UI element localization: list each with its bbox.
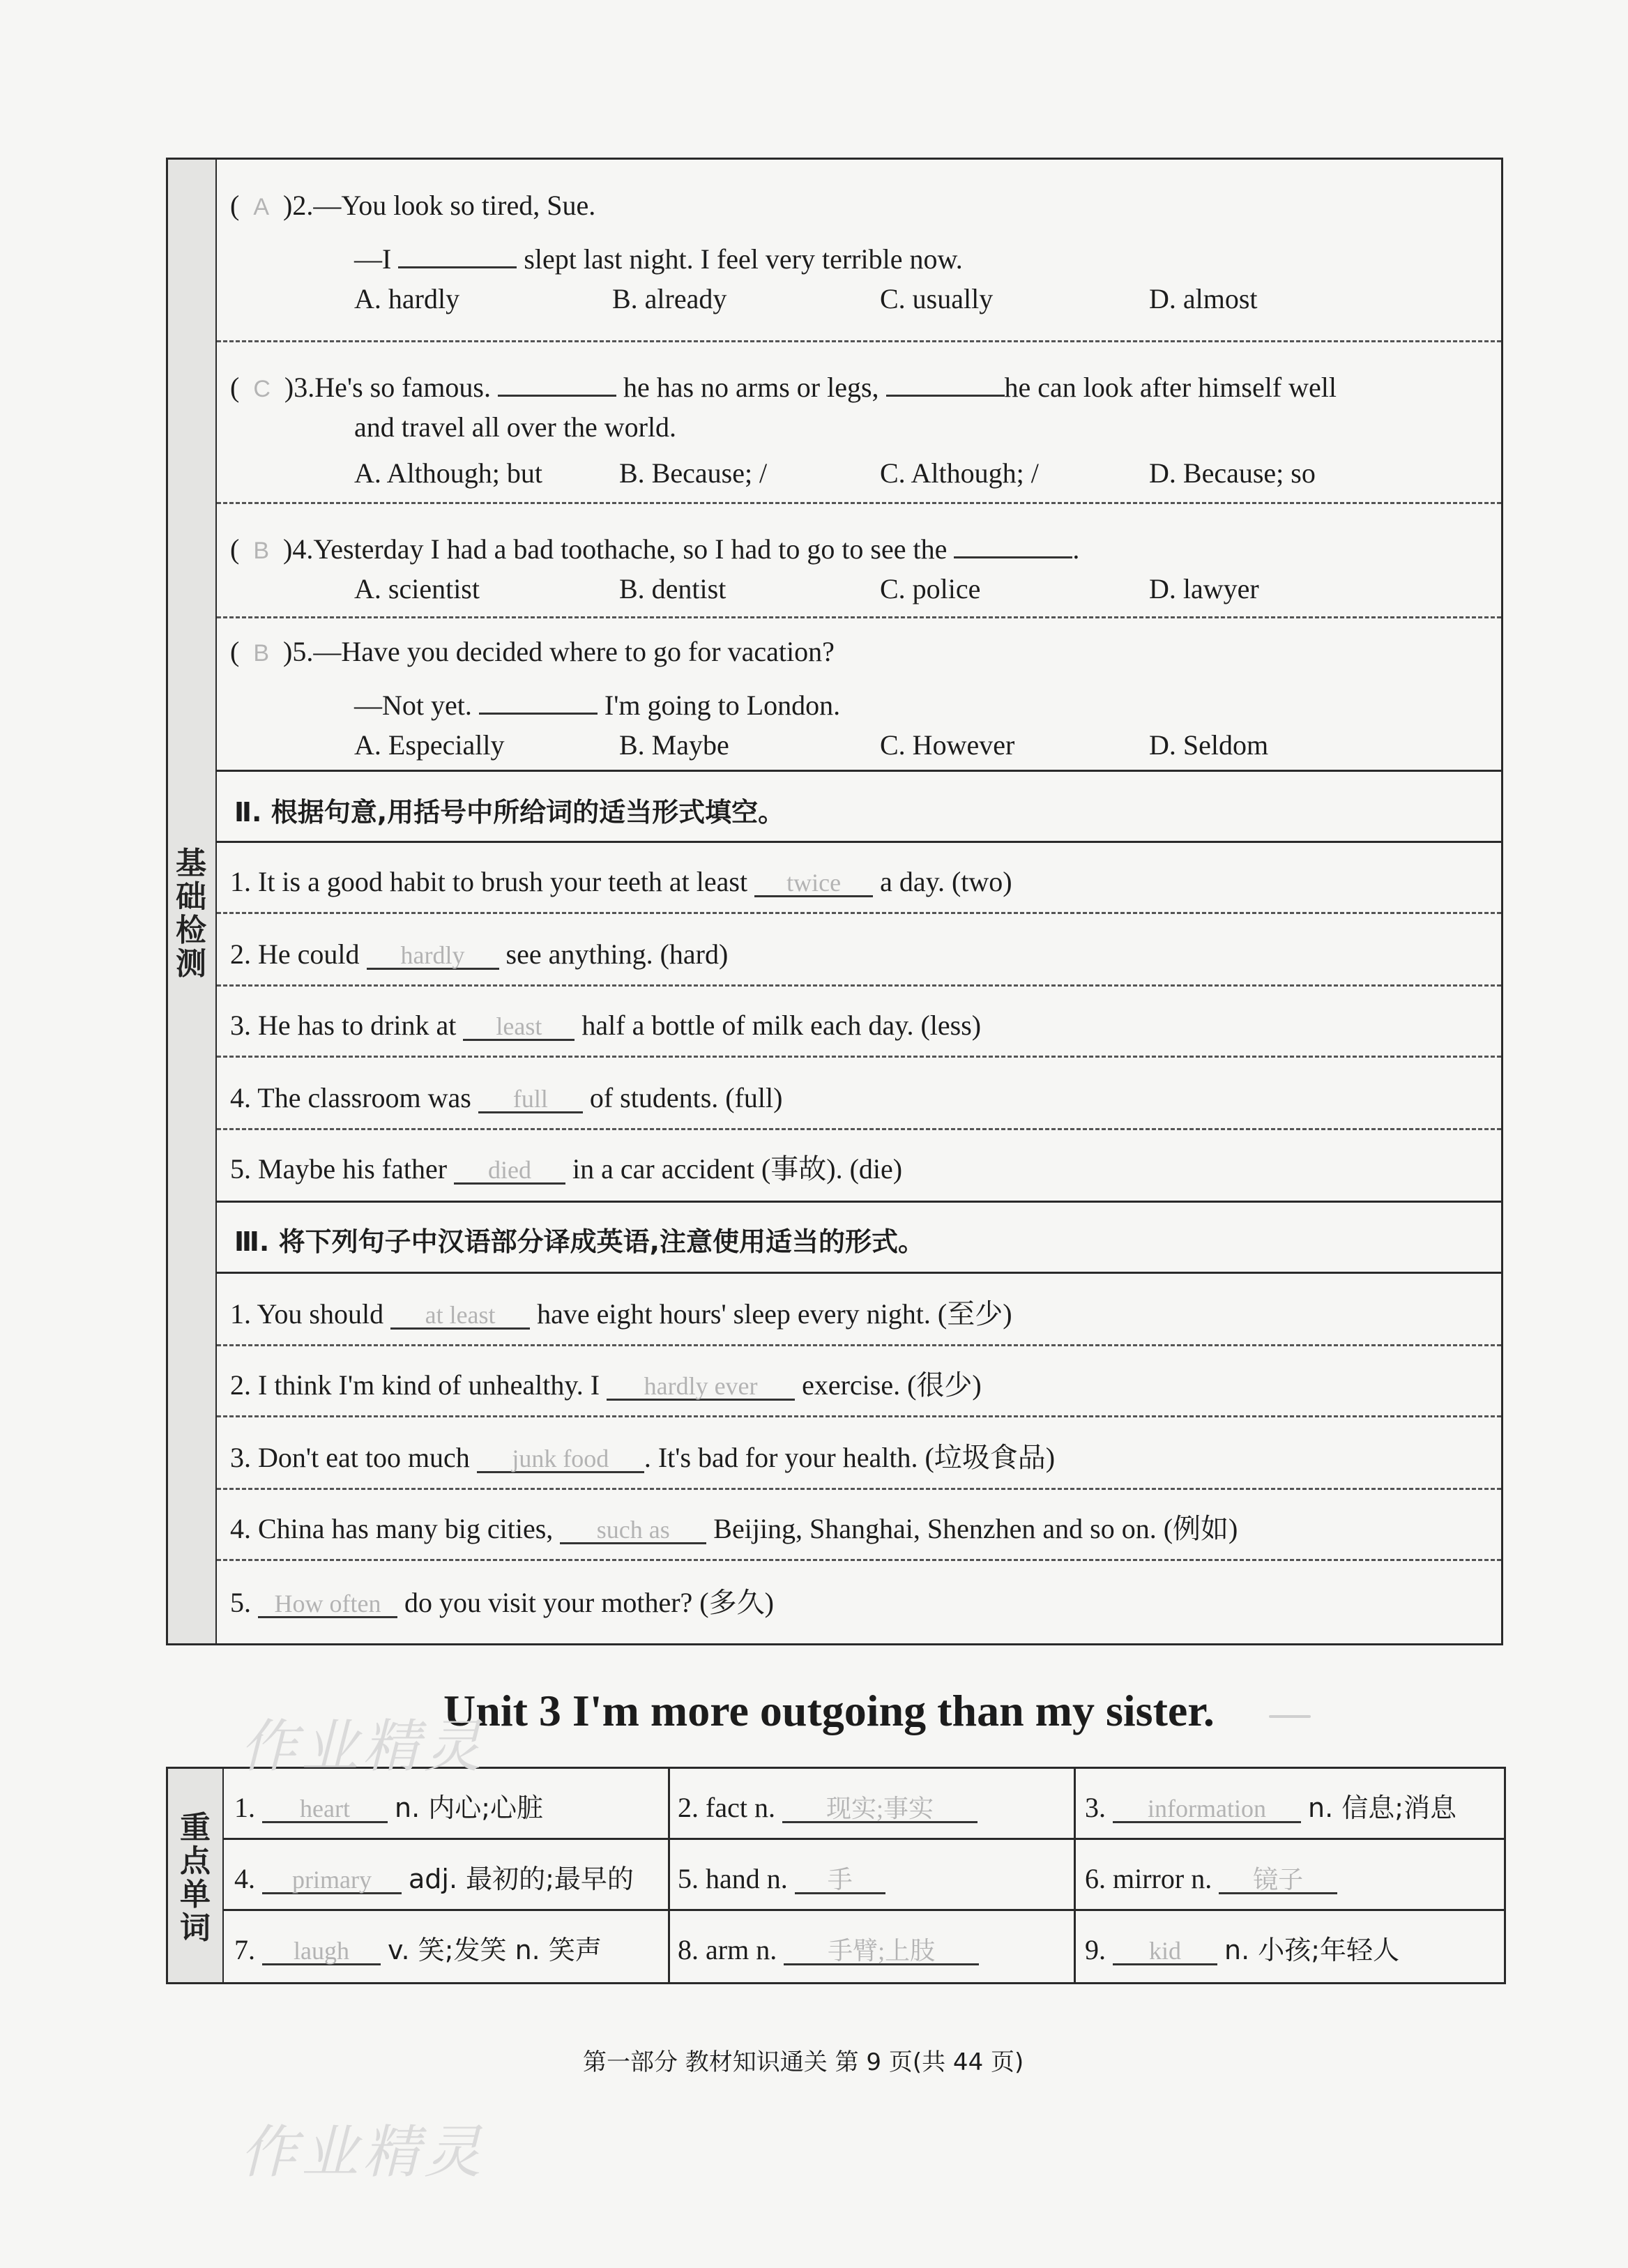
text: 3. He has to drink at: [230, 1010, 457, 1041]
text: adj. 最初的;最早的: [409, 1864, 634, 1894]
text: arm n.: [706, 1934, 777, 1965]
side-char: 重: [180, 1810, 211, 1845]
vocab-item: [234, 1931, 602, 1968]
divider: [217, 1056, 1501, 1058]
fill-answer: kid: [1148, 1937, 1181, 1965]
divider: [217, 912, 1501, 914]
side-char: 词: [180, 1910, 211, 1946]
text: have eight hours' sleep every night. (至少): [537, 1298, 1012, 1330]
fill-blank[interactable]: [784, 1931, 979, 1965]
mc-answer: C: [253, 376, 271, 402]
option[interactable]: B. dentist: [619, 573, 726, 604]
option[interactable]: D. Seldom: [1149, 729, 1269, 761]
fill-blank[interactable]: [1113, 1789, 1301, 1823]
fill-answer: laugh: [294, 1937, 349, 1965]
divider: [217, 502, 1501, 504]
text: 9.: [1085, 1934, 1106, 1965]
text: He's so famous.: [314, 372, 491, 403]
text: n. 信息;消息: [1308, 1793, 1457, 1823]
text: slept last night. I feel very terrible now.: [524, 243, 963, 275]
mc-answer: B: [253, 538, 270, 564]
text: 6.: [1085, 1863, 1106, 1894]
text: half a bottle of milk each day. (less): [581, 1010, 982, 1041]
fill-blank[interactable]: [258, 1584, 397, 1618]
fill-item: [230, 1150, 902, 1187]
side-char: 础: [176, 879, 206, 915]
fill-answer: hardly: [400, 941, 465, 969]
mc-question-5-line2: [354, 680, 840, 723]
divider: [217, 616, 1501, 618]
side-char: 检: [176, 913, 206, 948]
page-footer: 第一部分 教材知识通关 第 9 页(共 44 页): [583, 2048, 1024, 2076]
option[interactable]: A. hardly: [354, 283, 460, 314]
divider: [217, 1344, 1501, 1346]
text: 5.: [230, 1587, 251, 1618]
text: a day. (two): [880, 866, 1012, 897]
text: Yesterday I had a bad toothache, so I had to go to see the: [313, 533, 948, 565]
mc-number: )4.: [283, 533, 314, 565]
vocab-item: [1085, 1931, 1399, 1968]
text: fact n.: [706, 1792, 775, 1823]
mc-line-1: —You look so tired, Sue.: [313, 190, 596, 221]
vocab-item: [234, 1860, 634, 1896]
option[interactable]: B. already: [612, 283, 727, 314]
option[interactable]: C. police: [880, 573, 981, 604]
answer-blank[interactable]: [498, 363, 616, 397]
text: he has no arms or legs,: [623, 372, 879, 403]
divider: [217, 1559, 1501, 1561]
option[interactable]: D. lawyer: [1149, 573, 1259, 604]
fill-blank[interactable]: [367, 936, 499, 970]
side-char: 单: [180, 1877, 211, 1912]
fill-answer: hardly ever: [644, 1372, 758, 1400]
fill-blank[interactable]: [754, 863, 873, 897]
side-char: 基: [176, 846, 206, 881]
text: 8.: [678, 1934, 699, 1965]
answer-blank[interactable]: [886, 363, 1005, 397]
section3-title: Ⅲ. 将下列句子中汉语部分译成英语,注意使用适当的形式。: [234, 1226, 925, 1257]
mc-answer: B: [253, 640, 270, 667]
vocab-row-divider: [224, 1909, 1504, 1911]
option[interactable]: B. Maybe: [619, 729, 729, 761]
text: in a car accident (事故). (die): [572, 1153, 903, 1185]
section-divider: [217, 1272, 1501, 1274]
fill-answer: information: [1148, 1795, 1266, 1822]
answer-blank[interactable]: [954, 524, 1072, 558]
text: 4. The classroom was: [230, 1082, 471, 1113]
section-divider: [217, 770, 1501, 772]
fill-answer: at least: [425, 1301, 496, 1329]
fill-answer: 手臂;上肢: [828, 1937, 936, 1965]
fill-answer: 手: [827, 1866, 853, 1894]
section-divider: [217, 1201, 1501, 1203]
unit-title: Unit 3 I'm more outgoing than my sister.: [443, 1686, 1215, 1735]
text: 5.: [678, 1863, 699, 1894]
option[interactable]: A. Especially: [354, 729, 505, 761]
translate-item: [230, 1439, 1055, 1475]
vocab-item: [678, 1860, 885, 1896]
fill-answer: 现实;事实: [826, 1795, 934, 1822]
text: 3.: [1085, 1792, 1106, 1823]
fill-blank[interactable]: [607, 1367, 795, 1401]
translate-item: [230, 1584, 774, 1620]
fill-item: [230, 1079, 782, 1116]
fill-blank[interactable]: [390, 1295, 530, 1330]
fill-answer: died: [488, 1156, 531, 1184]
fill-answer: primary: [292, 1866, 372, 1894]
text: 4. China has many big cities,: [230, 1513, 554, 1544]
divider: [217, 1488, 1501, 1490]
translate-item: [230, 1367, 982, 1403]
fill-blank[interactable]: [1219, 1860, 1337, 1894]
text: 1.: [234, 1792, 255, 1823]
text: . It's bad for your health. (垃圾食品): [644, 1442, 1056, 1473]
text: 5. Maybe his father: [230, 1153, 448, 1185]
text: 1. You should: [230, 1298, 384, 1330]
mc-question-3: ( C )3.He's so famous. he has no arms or legs, he can look after himself well: [230, 363, 1337, 406]
option[interactable]: D. Because; so: [1149, 457, 1316, 489]
fill-answer: junk food: [512, 1445, 609, 1472]
text: 7.: [234, 1934, 255, 1965]
divider: [217, 1128, 1501, 1130]
fill-answer: How often: [274, 1590, 381, 1618]
option[interactable]: C. However: [880, 729, 1015, 761]
option[interactable]: D. almost: [1149, 283, 1258, 314]
fill-blank[interactable]: [262, 1789, 388, 1823]
mc-number: )5.: [283, 636, 314, 667]
fill-blank[interactable]: [560, 1510, 706, 1544]
mc-question-3-line2: and travel all over the world.: [354, 411, 677, 443]
fill-blank[interactable]: [477, 1439, 644, 1473]
fill-blank[interactable]: [478, 1079, 583, 1113]
mc-question-2-line2: [354, 234, 963, 277]
text: of students. (full): [589, 1082, 783, 1113]
vocab-side-label: [178, 1811, 212, 1945]
text: exercise. (很少): [802, 1369, 982, 1401]
watermark: 作业精灵: [240, 2119, 485, 2186]
text: —Not yet.: [354, 690, 472, 721]
vocab-item: [1085, 1789, 1456, 1825]
watermark: 作业精灵: [240, 1714, 485, 1780]
side-char: 测: [176, 946, 206, 982]
vocab-col-divider: [668, 1769, 670, 1982]
mc-question-5: ( B )5.—Have you decided where to go for vacation?: [230, 636, 835, 667]
text: —Have you decided where to go for vacation?: [313, 636, 835, 667]
text: v. 笑;发笑 n. 笑声: [388, 1935, 602, 1965]
option[interactable]: A. scientist: [354, 573, 480, 604]
translate-item: [230, 1295, 1012, 1332]
fill-answer: 镜子: [1253, 1866, 1304, 1894]
text: 1. It is a good habit to brush your teeth at least: [230, 866, 748, 897]
text: Beijing, Shanghai, Shenzhen and so on. (例如): [713, 1513, 1238, 1544]
fill-blank[interactable]: [463, 1007, 575, 1041]
side-char: 点: [180, 1843, 211, 1879]
fill-answer: heart: [300, 1795, 350, 1822]
answer-blank[interactable]: [479, 680, 598, 715]
fill-item: [230, 936, 728, 972]
text: do you visit your mother? (多久): [404, 1587, 774, 1618]
mc-number: )3.: [284, 372, 315, 403]
divider: [217, 984, 1501, 987]
translate-item: [230, 1510, 1238, 1546]
vocab-item: [678, 1931, 979, 1968]
mc-number: )2.: [283, 190, 314, 221]
vocab-item: [1085, 1860, 1337, 1896]
text: .: [1072, 533, 1080, 565]
vocab-item: [678, 1789, 977, 1825]
text: n. 内心;心脏: [395, 1793, 544, 1823]
text: 2.: [678, 1792, 699, 1823]
divider: [217, 1415, 1501, 1417]
answer-blank[interactable]: [398, 234, 517, 268]
text: I'm going to London.: [604, 690, 841, 721]
option[interactable]: A. Although; but: [354, 457, 543, 489]
fill-answer: twice: [786, 869, 842, 897]
title-underline-decoration: [1269, 1715, 1311, 1718]
fill-answer: such as: [596, 1516, 670, 1544]
text: 2. I think I'm kind of unhealthy. I: [230, 1369, 600, 1401]
text: —I: [354, 243, 392, 275]
mc-answer: A: [253, 194, 270, 220]
option[interactable]: B. Because; /: [619, 457, 768, 489]
fill-answer: least: [496, 1012, 542, 1040]
text: see anything. (hard): [505, 938, 729, 970]
text: 2. He could: [230, 938, 360, 970]
text: 4.: [234, 1863, 255, 1894]
fill-blank[interactable]: [782, 1789, 977, 1823]
section2-title: Ⅱ. 根据句意,用括号中所给词的适当形式填空。: [234, 797, 785, 828]
mc-question-4: ( B )4.Yesterday I had a bad toothache, so I had to go to see the .: [230, 524, 1079, 568]
divider: [217, 340, 1501, 342]
fill-blank[interactable]: [795, 1860, 885, 1894]
fill-item: [230, 1007, 981, 1043]
option[interactable]: C. usually: [880, 283, 994, 314]
fill-blank[interactable]: [262, 1931, 381, 1965]
mc-question-2: ( A )2.—You look so tired, Sue.: [230, 190, 596, 221]
vocab-col-divider: [1074, 1769, 1076, 1982]
fill-answer: full: [512, 1085, 548, 1113]
fill-blank[interactable]: [1113, 1931, 1217, 1965]
text: 3. Don't eat too much: [230, 1442, 470, 1473]
text: n. 小孩;年轻人: [1224, 1935, 1400, 1965]
text: mirror n.: [1113, 1863, 1212, 1894]
text: he can look after himself well: [1004, 372, 1337, 403]
vocab-row-divider: [224, 1838, 1504, 1840]
section-divider: [217, 841, 1501, 843]
basic-test-side-label: [174, 847, 208, 981]
fill-item: [230, 863, 1012, 899]
fill-blank[interactable]: [454, 1150, 565, 1185]
text: hand n.: [706, 1863, 788, 1894]
vocab-item: [234, 1789, 543, 1825]
fill-blank[interactable]: [262, 1860, 402, 1894]
option[interactable]: C. Although; /: [880, 457, 1039, 489]
